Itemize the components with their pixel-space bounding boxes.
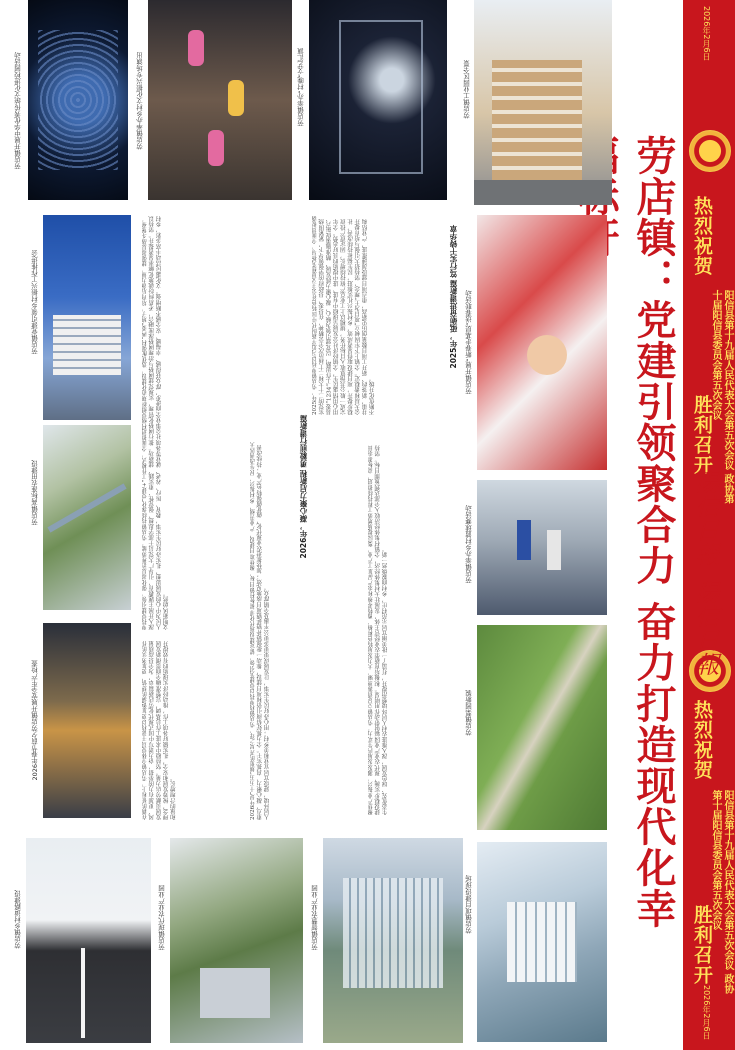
masthead-calligraphy: 陽信日報 (691, 470, 719, 566)
masthead-calligraphy: 陽信日報 (691, 580, 719, 676)
photo-dance-performance (148, 0, 292, 200)
photo-modern-farm-park (170, 838, 303, 1043)
photo-building (474, 0, 612, 205)
photo-caption: 劳店镇项目建设现场 (465, 875, 473, 934)
photo-caption: 劳店镇举办乡村文化振兴专场演出 (136, 52, 144, 150)
photo-stage-night (309, 0, 447, 200)
photo-basketball (477, 480, 607, 615)
page-headline: 劳店镇：党建引领聚合力 奋力打造现代化幸 (630, 135, 676, 929)
banner-date-bottom: 2026年2月6日 (702, 985, 711, 1040)
banner-date-top: 2026年2月6日 (702, 6, 711, 61)
banner-meeting-lower: 阳信县第十九届人民代表大会第五次会议 政协第十届阳信县委员会第五次会议 (710, 790, 733, 994)
photo-caption: 劳店镇工业园区全景 (463, 60, 471, 119)
party-emblem-icon (689, 130, 731, 172)
photo-government-building (43, 215, 131, 420)
banner-slogan-upper-2: 胜利召开 (691, 395, 713, 475)
article-text: 在新的征程上，劳店镇全体党员干部将以更加饱满的热情、更加务实的作风、更加有力的举措，奋力谱写中国式现代化劳店新篇章，为全县高质量发展贡献劳店力量。坚持稳中求进工作总基调，完整准确全面贯彻新发展理念，统筹发展和安全，扎实做好各项工作，推动经济实现质的有效提升和量的合理增长。 (142, 640, 177, 820)
photo-caption: 劳店镇开展中华优秀传统文化进校园活动 (14, 52, 22, 169)
photo-event-red-flags (477, 215, 607, 470)
photo-caption: 2026年春节前夕劳店镇开展安全生产检查 (31, 660, 39, 781)
banner-slogan-lower-2: 胜利召开 (691, 905, 713, 985)
article-text: 聚焦产业振兴，激发发展内生动力。劳店镇立足资源禀赋，大力发展特色种植、畜牧养殖和农产品加工产业，梨园提质增效工程持续推进，高标准农田建设稳步实施，现代农业产业园辐射带动作用明显。积极培育新型农业经营主体，发展壮大村集体经济，全镇村集体经济收入全部达到预期目标。坚持生态优先、绿色发展，深入推进农村人居环境整治提升，打造了一批美丽宜居示范村庄，乡村面貌焕然一新。 (368, 445, 389, 815)
photo-caption: 劳店镇梨园新貌 (465, 690, 473, 736)
article-text: 坚持党建引领，强化基层治理效能。劳店镇持续深化“党建+”工作模式，全面推进村级党组织规范化建设，选优配强村“两委”班子，培育后备力量，建强基层战斗堡垒。深入开展主题教育，引导广大党员干部学思想、强党性、重实践、建新功。推行网格化管理，实现党建网格与治理网格深度融合，矛盾纠纷就地化解率显著提升。坚持以人民为中心的发展思想，扎实办好民生实事，教育、医疗、养老、就业等各项社会事业全面进步，群众获得感、幸福感、安全感不断增强。文化惠民活动丰富多彩，乡村文明新风蔚然。 (142, 215, 170, 630)
photo-night-street (43, 623, 131, 818)
photo-concert (28, 0, 128, 200)
photo-caption: 劳店镇开展“新春走基层”送春联活动 (465, 290, 473, 395)
section-subhead: 2026年，凝心聚力启新程 勇毅前行谱新篇 (299, 415, 308, 559)
banner-meeting-upper: 阳信县第十九届人民代表大会第五次会议 政协第十届阳信县委员会第五次会议 (710, 290, 733, 504)
photo-caption: 劳店镇高标准农田建设 (31, 460, 39, 525)
photo-smart-agriculture (323, 838, 463, 1043)
banner-slogan-lower-1: 热烈祝贺 (691, 700, 713, 780)
photo-industrial-park (477, 842, 607, 1042)
photo-caption: 劳店镇党建引领乡村振兴工作推进会 (31, 250, 39, 354)
photo-caption: 劳店镇现代农业产业园 (158, 885, 166, 950)
photo-caption: 劳店镇举办“村晚”文艺汇演 (297, 48, 305, 127)
article-text: 2026年是“十五五”规划的开局之年，劳店镇将坚持以党建为引领，锚定建设现代化幸福标杆镇目标，聚焦项目建设、产业升级、乡村振兴、民生改善四大重点，凝心聚力、真抓实干。全力抓好招商引资和项目建设，推动一批强链补链延链项目落地见效；加快推进农业现代化，做优做强特色产业；持续改善人居环境，建设宜居宜业和美乡村；用心办好民生实事，让发展成果更多更公平惠及全镇群众。 (250, 441, 271, 820)
banner-slogan-upper-1: 热烈祝贺 (691, 196, 713, 276)
photo-farmland-aerial (43, 425, 131, 610)
photo-caption: 劳店镇举办乡村篮球赛活动 (465, 505, 473, 583)
article-text: 2025年，劳店镇坚持以习近平新时代中国特色社会主义思想为指导，全面贯彻落实党的二十大和二十届历次全会精神，在县委、县政府的坚强领导下，紧紧围绕县委“1234”工作思路，以党建引领为核心，凝心聚力抓发展、精准施策促振兴、用心用情惠民生，全镇经济社会发展呈现稳中有进、进中提质的良好态势。全年完成一般公共预算收入目标任务，规模以上工业总产值持续增长，固定资产投资稳步提升，项目建设取得显著成效，乡村振兴扎实推进，民生福祉持续改善，社会大局和谐稳定。全镇上下牢固树立“项目为王”理念，坚持招大引强与培育提升并重，新签约、新开工项目数量创历史新高，重点项目建设加速推进，产业结构不断优化升级。 (312, 215, 376, 415)
section-subhead: 2025年，砥砺奋进谱新篇 笃行实干铸华章 (449, 225, 458, 369)
photo-rural-road (26, 838, 151, 1043)
photo-caption: 劳店镇智慧农业产业园 (311, 885, 319, 950)
photo-orchard-aerial (477, 625, 607, 830)
photo-caption: 劳店镇乡村道路建设 (14, 890, 22, 949)
